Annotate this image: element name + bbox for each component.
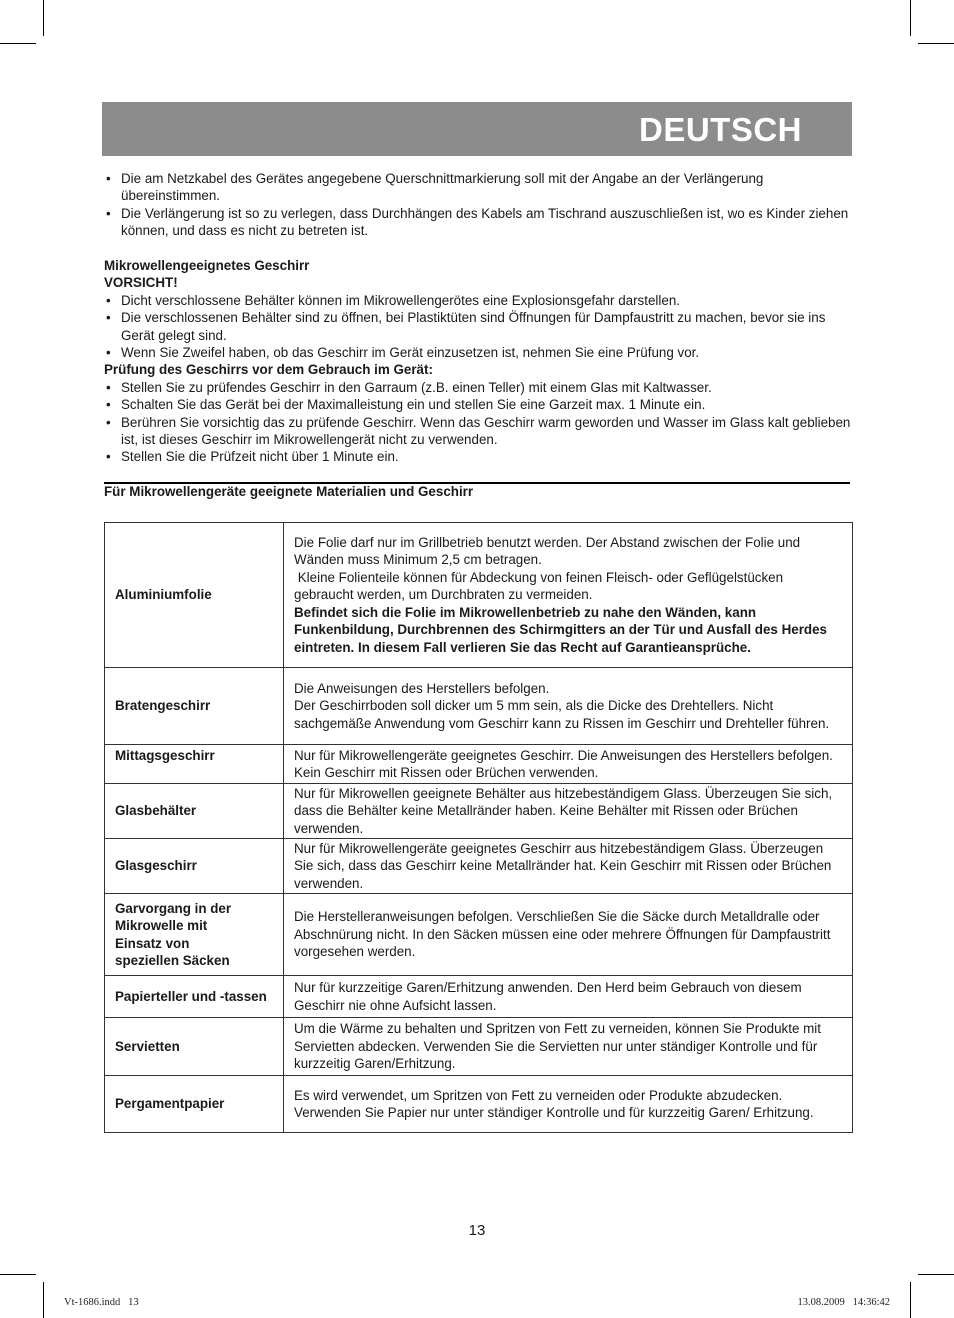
cookware-section — [104, 257, 852, 466]
table-row — [105, 523, 853, 668]
section-heading: Mikrowellengeeignetes Geschirr — [104, 258, 310, 273]
intro-section — [104, 170, 852, 240]
materials-heading: Für Mikrowellengeräte geeignete Materialien und Geschirr — [104, 484, 474, 499]
crop-mark — [43, 1282, 44, 1318]
material-name: Glasgeschirr — [105, 839, 284, 894]
material-description: Nur für Mikrowellen geeignete Behälter aus hitzebeständigem Glass. Überzeugen Sie sich, dass die Behälter keine Metallränder haben. Keine Behälter mit Rissen oder Brüchen verwenden. — [284, 784, 853, 839]
print-timestamp: 13.08.2009 14:36:42 — [797, 1297, 890, 1308]
list-item: • Die Verlängerung ist so zu verlegen, dass Durchhängen des Kabels am Tischrand auszuschließen ist, wo es Kinder ziehen können, und dass es nicht zu betreten ist. — [104, 205, 852, 240]
material-name: Servietten — [105, 1018, 284, 1076]
material-text: Der Geschirrboden soll dicker um 5 mm sein, als die Dicke des Drehtellers. Nicht sachgemäße Anwendung vom Geschirr kann zu Rissen im Geschirr und Drehteller führen. — [294, 698, 830, 731]
test-list — [104, 379, 852, 466]
crop-mark — [43, 0, 44, 36]
material-description — [284, 523, 853, 668]
material-name: Glasbehälter — [105, 784, 284, 839]
crop-mark — [0, 43, 36, 44]
material-warning: Befindet sich die Folie im Mikrowellenbetrieb zu nahe den Wänden, kann Funkenbildung, Durchbrennen des Schirmgitters an der Tür und Ausfall des Herdes eintreten. In diesem Fall verlieren Sie das Recht auf Garantieansprüche. — [294, 604, 827, 655]
list-item: • Die verschlossenen Behälter sind zu öffnen, bei Plastiktüten sind Öffnungen für Dampfaustritt zu machen, bevor sie ins Gerät gelegt sind. — [104, 309, 852, 344]
table-row — [105, 1018, 853, 1076]
list-item: • Stellen Sie die Prüfzeit nicht über 1 Minute ein. — [104, 448, 852, 465]
list-item: • Wenn Sie Zweifel haben, ob das Geschirr im Gerät einzusetzen ist, nehmen Sie eine Prüfung vor. — [104, 344, 852, 361]
file-slug: Vt-1686.indd 13 — [64, 1297, 139, 1308]
list-item: • Die am Netzkabel des Gerätes angegebene Querschnittmarkierung soll mit der Angabe an der Verlängerung übereinstimmen. — [104, 170, 852, 205]
crop-mark — [910, 1282, 911, 1318]
material-description — [284, 668, 853, 745]
material-description: Die Herstelleranweisungen befolgen. Verschließen Sie die Säcke durch Metalldralle oder Abschnürung nicht. In den Säcken müssen eine oder mehrere Öffnungen für Dampfaustritt vorgesehen werden. — [284, 894, 853, 976]
table-row — [105, 839, 853, 894]
page-number: 13 — [468, 1222, 486, 1239]
page-title: DEUTSCH — [638, 111, 802, 148]
material-name: Bratengeschirr — [105, 668, 284, 745]
material-description: Nur für Mikrowellengeräte geeignetes Geschirr aus hitzebeständigem Glass. Überzeugen Sie sich, dass das Geschirr keine Metallränder hat. Kein Geschirr mit Rissen oder Brüchen verwenden. — [284, 839, 853, 894]
caution-list — [104, 292, 852, 362]
material-name: Mittagsgeschirr — [105, 745, 284, 784]
table-row — [105, 894, 853, 976]
list-item: • Dicht verschlossene Behälter können im Mikrowellengerötes eine Explosionsgefahr darstellen. — [104, 292, 852, 309]
table-row — [105, 784, 853, 839]
material-name: Pergamentpapier — [105, 1076, 284, 1133]
material-name: Papierteller und -tassen — [105, 976, 284, 1018]
list-item: • Schalten Sie das Gerät bei der Maximalleistung ein und stellen Sie eine Garzeit max. 1 Minute ein. — [104, 396, 852, 413]
crop-mark — [918, 43, 954, 44]
crop-mark — [910, 0, 911, 36]
language-banner — [102, 102, 852, 156]
crop-mark — [918, 1274, 954, 1275]
material-description: Nur für kurzzeitige Garen/Erhitzung anwenden. Den Herd beim Gebrauch von diesem Geschirr nie ohne Aufsicht lassen. — [284, 976, 853, 1018]
material-name: Aluminiumfolie — [105, 523, 284, 668]
table-row — [105, 1076, 853, 1133]
intro-list — [104, 170, 852, 240]
test-heading: Prüfung des Geschirrs vor dem Gebrauch im Gerät: — [104, 362, 433, 378]
material-description: Es wird verwendet, um Spritzen von Fett zu verneiden oder Produkte abzudecken. Verwenden Sie Papier nur unter ständiger Kontrolle und für kurzzeitig Garen/ Erhitzung. — [284, 1076, 853, 1133]
crop-mark — [0, 1274, 36, 1275]
material-text: Die Anweisungen des Herstellers befolgen. — [294, 680, 550, 696]
table-row — [105, 976, 853, 1018]
material-name: Garvorgang in der Mikrowelle mit Einsatz von speziellen Säcken — [105, 894, 284, 976]
table-row — [105, 745, 853, 784]
table-row — [105, 668, 853, 745]
list-item: • Berühren Sie vorsichtig das zu prüfende Geschirr. Wenn das Geschirr warm geworden und Wasser im Glass kalt geblieben ist, ist dieses Geschirr im Mikrowellengerät nicht zu verwenden. — [104, 414, 852, 449]
material-text: Kleine Folienteile können für Abdeckung von feinen Fleisch- oder Geflügelstücken gebraucht werden, um Durchbraten zu vermeiden. — [294, 569, 787, 603]
material-text: Die Folie darf nur im Grillbetrieb benutzt werden. Der Abstand zwischen der Folie und Wänden muss Minimum 2,5 cm betragen. — [294, 535, 801, 568]
material-description: Um die Wärme zu behalten und Spritzen von Fett zu verneiden, können Sie Produkte mit Servietten abdecken. Verwenden Sie die Servietten nur unter ständiger Kontrolle und für kurzzeitig Garen/Erhitzung. — [284, 1018, 853, 1076]
list-item: • Stellen Sie zu prüfendes Geschirr in den Garraum (z.B. einen Teller) mit einem Glas mit Kaltwasser. — [104, 379, 852, 396]
material-description: Nur für Mikrowellengeräte geeignetes Geschirr. Die Anweisungen des Herstellers befolgen. Kein Geschirr mit Rissen oder Brüchen verwenden. — [284, 745, 853, 784]
materials-table — [104, 522, 853, 1133]
caution-label: VORSICHT! — [104, 275, 178, 291]
